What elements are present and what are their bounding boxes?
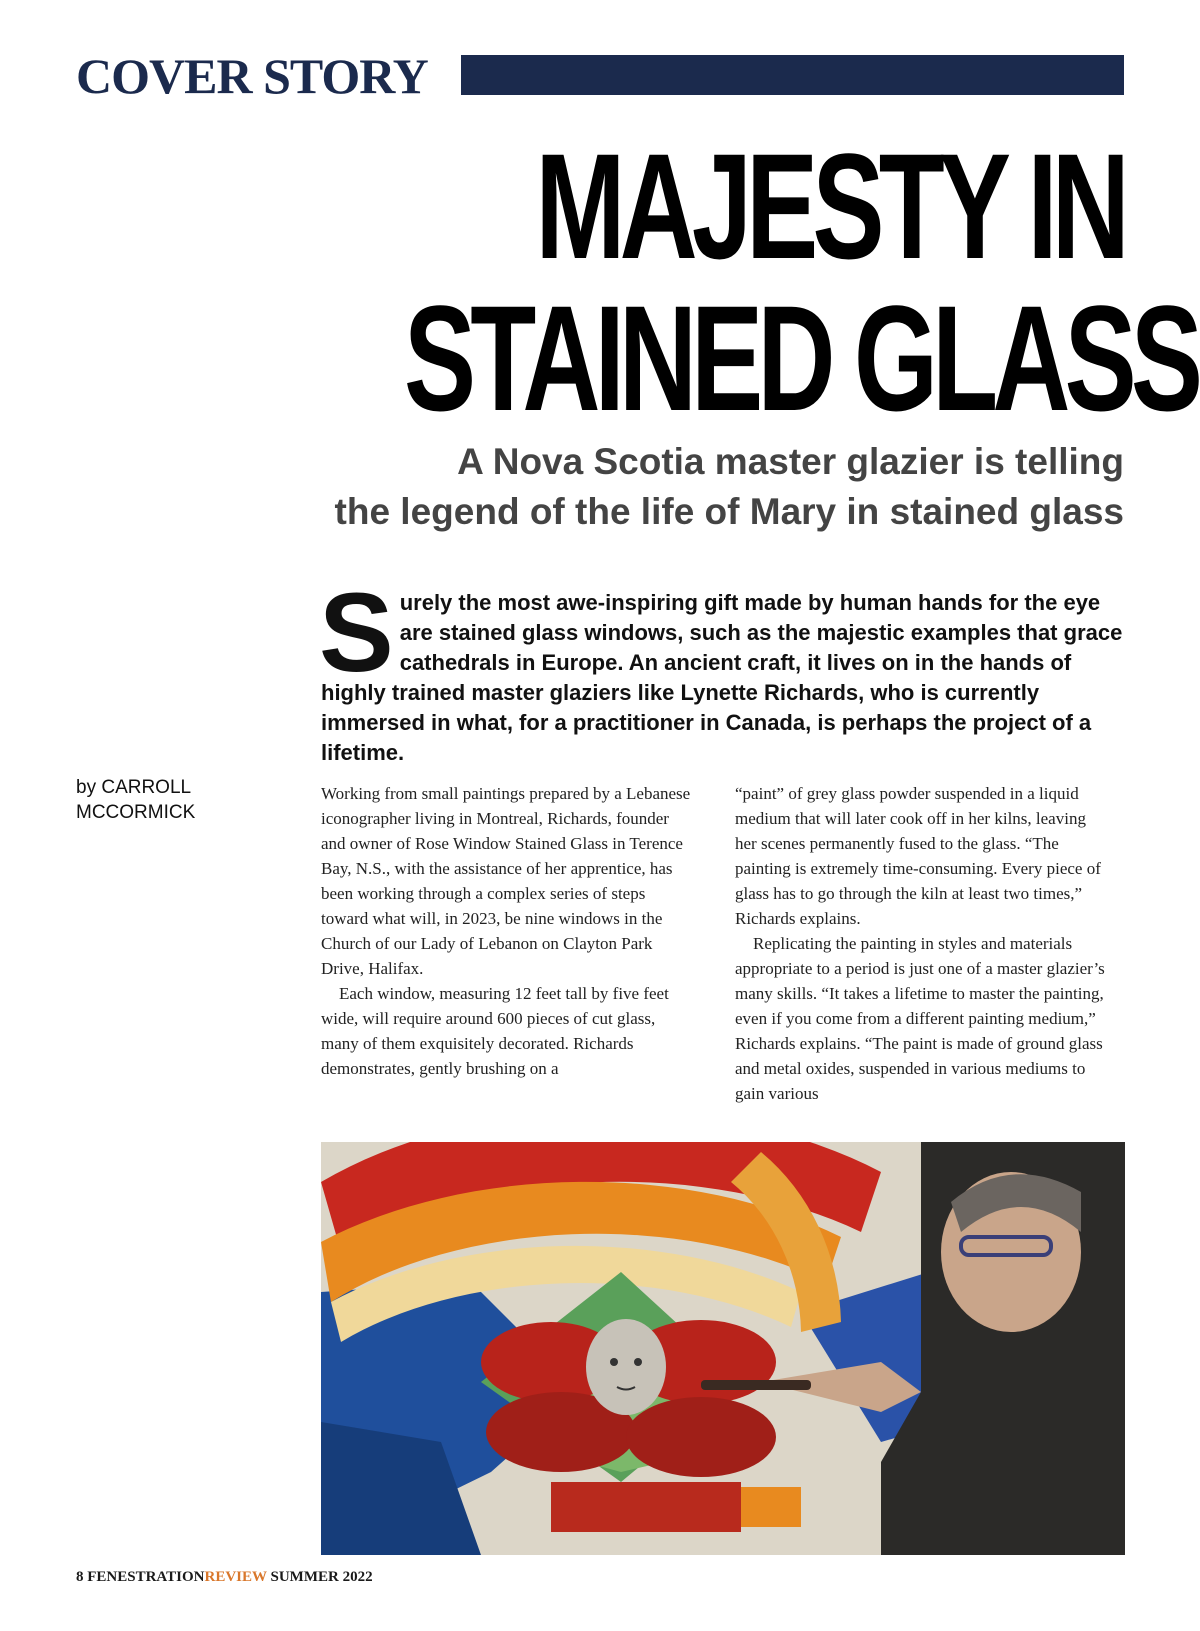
footer-brand: FENESTRATION xyxy=(87,1569,205,1585)
section-label: COVER STORY xyxy=(76,48,428,104)
body-column-2 xyxy=(735,781,1105,1106)
deck-line-2: the legend of the life of Mary in stained glass xyxy=(334,491,1124,532)
section-bar xyxy=(461,55,1124,95)
stained-glass-photo xyxy=(321,1142,1125,1555)
body-paragraph: Replicating the painting in styles and materials appropriate to a period is just one of a master glazier’s many skills. “It takes a lifetime to master the painting, even if you come from a different painting medium,” Richards explains. “The paint is made of ground glass and metal oxides, suspended in various mediums to gain various xyxy=(735,934,1105,1103)
headline xyxy=(404,122,1198,442)
body-column-1 xyxy=(321,781,691,1081)
body-paragraph: “paint” of grey glass powder suspended in a liquid medium that will later cook off in her kilns, leaving her scenes permanently fused to the glass. “The painting is extremely time-consuming. Every piece of glass has to go through the kiln at least two times,” Richards explains. xyxy=(735,784,1101,928)
body-paragraph: Each window, measuring 12 feet tall by five feet wide, will require around 600 pieces of cut glass, many of them exquisitely decorated. Richards demonstrates, gently brushing on a xyxy=(321,984,669,1078)
byline: by CARROLL MCCORMICK xyxy=(76,777,196,823)
lede-paragraph xyxy=(319,570,1124,768)
deck-line-1: A Nova Scotia master glazier is telling xyxy=(457,441,1124,482)
footer-brand-accent: REVIEW xyxy=(204,1569,267,1585)
headline-line-2: STAINED GLASS xyxy=(404,274,1198,442)
page-number: 8 xyxy=(76,1569,84,1585)
headline-line-1: MAJESTY IN xyxy=(535,122,1124,290)
body-paragraph: Working from small paintings prepared by a Lebanese iconographer living in Montreal, Richards, founder and owner of Rose Window Stained Glass in Terence Bay, N.S., with the assistance of her apprentice, has been working through a complex series of steps toward what will, in 2023, be nine windows in the Church of our Lady of Lebanon on Clayton Park Drive, Halifax. xyxy=(321,784,691,978)
drop-cap: S xyxy=(319,570,394,695)
deck xyxy=(224,437,1124,537)
footer-issue: SUMMER 2022 xyxy=(270,1569,373,1585)
page-footer xyxy=(76,1569,373,1586)
lede-text: urely the most awe-inspiring gift made by human hands for the eye are stained glass windows, such as the majestic examples that grace cathedrals in Europe. An ancient craft, it lives on in the hands of highly trained master glaziers like Lynette Richards, who is currently immersed in what, for a practitioner in Canada, is perhaps the project of a lifetime. xyxy=(321,590,1123,765)
